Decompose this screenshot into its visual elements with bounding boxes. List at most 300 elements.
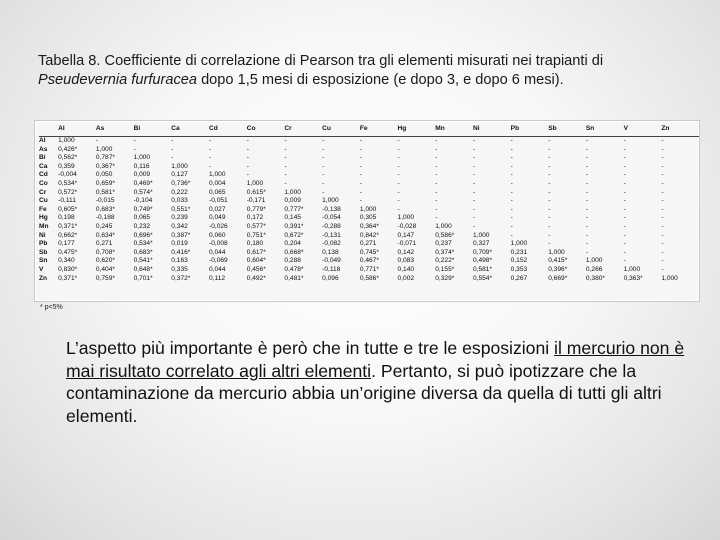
table-cell: - [359, 154, 363, 162]
table-cell: - [397, 197, 400, 205]
header-corner [39, 125, 58, 137]
body-text-part2: . Pertanto, si può ipotizzare che la contaminazione da mercurio abbia un’origine diversa da quella di tutti gli altri elementi. [66, 360, 662, 426]
table-cell: - [435, 205, 438, 213]
table-cell: - [548, 171, 551, 179]
table-cell: 0,340 [58, 257, 75, 265]
table-cell: 0,534* [58, 179, 78, 187]
table-cell: 0,004 [209, 179, 226, 187]
table-cell: - [359, 197, 363, 205]
table-cell: - [284, 162, 287, 170]
row-label: Pb [39, 240, 48, 248]
table-cell: - [472, 154, 476, 162]
table-cell: 0,329* [435, 274, 455, 282]
table-cell: 0,404* [95, 265, 115, 273]
column-header: Sn [585, 125, 595, 132]
table-cell: - [623, 214, 626, 222]
table-cell: - [585, 214, 589, 222]
table-cell: - [510, 197, 513, 205]
body-text-part1: L’aspetto più importante è però che in tutte e tre le esposizioni [66, 338, 555, 358]
table-cell: 0,777* [284, 205, 304, 213]
table-cell: - [435, 197, 438, 205]
table-cell: - [322, 162, 325, 170]
table-cell: 1,000 [133, 154, 151, 162]
row-label: V [39, 265, 44, 273]
table-cell: 0,027 [209, 205, 226, 213]
table-cell: - [548, 188, 551, 196]
table-cell: 0,387* [171, 231, 191, 239]
column-header: Ca [171, 125, 180, 132]
table-cell: 0,659* [95, 179, 115, 187]
table-cell: - [548, 137, 551, 144]
column-header: Pb [510, 125, 520, 132]
table-cell: - [548, 162, 551, 170]
table-cell: 0,044 [209, 248, 226, 256]
table-cell: 0,267 [510, 274, 528, 282]
table-cell: 0,065 [133, 214, 151, 222]
table-cell: - [322, 145, 325, 153]
table-cell: - [246, 162, 249, 170]
table-cell: 0,581* [95, 188, 115, 196]
table-cell: -0,082 [322, 240, 341, 248]
table-cell: 0,617* [246, 248, 266, 256]
table-cell: -0,028 [397, 222, 417, 230]
table-cell: - [209, 162, 212, 170]
table-cell: 0,380* [585, 274, 605, 282]
table-cell: - [623, 205, 626, 213]
table-cell: - [661, 188, 664, 196]
table-cell: - [435, 162, 438, 170]
table-cell: 1,000 [95, 145, 113, 153]
column-header: Mn [435, 125, 445, 132]
table-cell: - [510, 222, 513, 230]
table-row [39, 240, 699, 249]
table-cell: - [661, 171, 664, 179]
correlation-table-image [34, 120, 700, 302]
table-cell: - [585, 171, 589, 179]
table-caption [38, 52, 688, 90]
table-cell: - [623, 222, 626, 230]
table-cell: 0,222 [171, 188, 188, 196]
table-cell: - [133, 137, 136, 144]
table-cell: - [246, 145, 249, 153]
table-cell: 0,371* [58, 274, 78, 282]
table-row [39, 146, 699, 155]
table-cell: - [510, 214, 513, 222]
table-cell: - [623, 171, 626, 179]
table-cell: 0,498* [472, 257, 493, 265]
table-cell: 1,000 [209, 171, 226, 179]
table-cell: - [623, 179, 626, 187]
table-cell: - [284, 145, 287, 153]
table-cell: 0,604* [246, 257, 266, 265]
table-cell: - [661, 240, 664, 248]
table-cell: - [623, 257, 626, 265]
table-cell: -0,118 [322, 265, 341, 273]
table-cell: -0,188 [95, 214, 115, 222]
table-cell: 1,000 [585, 257, 603, 265]
row-label: Ca [39, 162, 48, 170]
table-cell: - [585, 188, 589, 196]
table-cell: 0,708* [95, 248, 115, 256]
table-cell: - [548, 240, 551, 248]
table-cell: 0,736* [171, 179, 191, 187]
table-cell: 0,145 [284, 214, 301, 222]
row-label: Fe [39, 205, 47, 213]
table-cell: - [472, 145, 476, 153]
table-cell: 0,002 [397, 274, 415, 282]
table-cell: 1,000 [435, 222, 452, 230]
table-cell: - [585, 137, 589, 144]
table-cell: -0,138 [322, 205, 341, 213]
table-cell: 0,374* [435, 248, 455, 256]
table-cell: - [548, 197, 551, 205]
table-row [39, 257, 699, 266]
table-cell: -0,288 [322, 222, 341, 230]
table-cell: - [133, 145, 136, 153]
table-cell: 0,416* [171, 248, 191, 256]
table-cell: 0,586* [359, 274, 379, 282]
table-cell: - [661, 257, 664, 265]
table-cell: - [548, 154, 551, 162]
table-cell: 0,586* [435, 231, 455, 239]
table-cell: 0,709* [472, 248, 493, 256]
table-cell: 0,672* [284, 231, 304, 239]
table-cell: - [284, 137, 287, 144]
table-cell: - [359, 179, 363, 187]
table-cell: - [548, 179, 551, 187]
table-cell: 0,335 [171, 265, 188, 273]
table-cell: - [510, 154, 513, 162]
table-row [39, 154, 699, 163]
table-cell: - [359, 162, 363, 170]
table-cell: 0,127 [171, 171, 188, 179]
table-cell: - [472, 222, 476, 230]
table-cell: - [472, 137, 476, 144]
row-label: Co [39, 179, 48, 187]
table-row [39, 232, 699, 241]
table-cell: - [472, 214, 476, 222]
table-cell: - [548, 231, 551, 239]
table-cell: - [435, 179, 438, 187]
table-cell: 0,204 [284, 240, 301, 248]
table-cell: 1,000 [397, 214, 415, 222]
column-header: Zn [661, 125, 670, 132]
table-cell: - [510, 145, 513, 153]
table-cell: - [623, 188, 626, 196]
caption-line1: Tabella 8. Coefficiente di correlazione di Pearson tra gli elementi misurati nei trapianti di [38, 53, 604, 69]
table-cell: - [95, 137, 99, 144]
table-header-row [39, 125, 699, 137]
table-cell: - [435, 171, 438, 179]
table-cell: 0,620* [95, 257, 115, 265]
table-cell: - [661, 179, 664, 187]
table-cell: - [284, 179, 287, 187]
table-cell: 0,541* [133, 257, 153, 265]
table-cell: 0,391* [284, 222, 304, 230]
table-cell: - [623, 248, 626, 256]
table-cell: 0,033 [171, 197, 188, 205]
table-cell: 0,096 [322, 274, 339, 282]
table-cell: -0,054 [322, 214, 341, 222]
table-row [39, 189, 699, 198]
column-header: Fe [359, 125, 368, 132]
table-cell: - [661, 205, 664, 213]
table-cell: - [585, 222, 589, 230]
table-cell: - [322, 171, 325, 179]
table-cell: 0,696* [133, 231, 153, 239]
table-cell: 0,367* [95, 162, 115, 170]
table-cell: -0,111 [58, 197, 76, 205]
table-cell: - [472, 188, 476, 196]
table-cell: - [397, 154, 400, 162]
table-cell: 0,060 [209, 231, 226, 239]
row-label: Zn [39, 274, 48, 282]
column-header: Cd [209, 125, 218, 132]
table-cell: - [322, 179, 325, 187]
table-row [39, 137, 699, 146]
table-cell: - [661, 137, 664, 144]
table-cell: - [359, 171, 363, 179]
table-cell: - [510, 137, 513, 144]
table-cell: 0,426* [58, 145, 78, 153]
table-cell: - [623, 231, 626, 239]
table-cell: 0,551* [171, 205, 191, 213]
table-cell: 0,231 [510, 248, 528, 256]
table-cell: - [510, 188, 513, 196]
table-cell: 0,634* [95, 231, 115, 239]
table-cell: 0,615* [246, 188, 266, 196]
table-cell: 0,364* [359, 222, 379, 230]
table-cell: 0,581* [472, 265, 493, 273]
table-row [39, 223, 699, 232]
table-cell: - [661, 248, 664, 256]
table-cell: 0,787* [95, 154, 115, 162]
table-row [39, 266, 699, 275]
table-cell: - [209, 145, 212, 153]
column-header: V [623, 125, 629, 132]
table-cell: 0,083 [397, 257, 415, 265]
table-cell: 0,662* [58, 231, 78, 239]
table-cell: - [246, 154, 249, 162]
table-cell: 1,000 [510, 240, 528, 248]
table-cell: 0,116 [133, 162, 150, 170]
table-cell: - [661, 162, 664, 170]
table-cell: 0,648* [133, 265, 153, 273]
table-cell: 0,327 [472, 240, 490, 248]
column-header: As [95, 125, 105, 132]
table-cell: - [623, 145, 626, 153]
table-cell: 1,000 [171, 162, 188, 170]
table-cell: 0,009 [133, 171, 151, 179]
table-cell: - [472, 171, 476, 179]
table-cell: 0,363* [623, 274, 643, 282]
table-cell: 0,554* [472, 274, 493, 282]
correlation-table [39, 125, 699, 283]
table-cell: - [510, 162, 513, 170]
table-cell: 0,683* [133, 248, 153, 256]
table-cell: 0,180 [246, 240, 264, 248]
table-cell: - [171, 154, 174, 162]
table-cell: - [397, 188, 400, 196]
table-cell: - [472, 179, 476, 187]
column-header: Ni [472, 125, 480, 132]
table-cell: - [585, 179, 589, 187]
table-cell: 0,163 [171, 257, 188, 265]
table-cell: 0,745* [359, 248, 379, 256]
table-cell: - [397, 162, 400, 170]
table-cell: 0,245 [95, 222, 113, 230]
table-cell: 0,842* [359, 231, 379, 239]
table-cell: 0,572* [58, 188, 78, 196]
table-cell: - [623, 154, 626, 162]
table-row [39, 249, 699, 258]
table-cell: 0,467* [359, 257, 379, 265]
table-cell: - [209, 154, 212, 162]
table-cell: - [661, 197, 664, 205]
table-cell: 1,000 [246, 179, 264, 187]
table-cell: - [435, 154, 438, 162]
table-cell: 1,000 [322, 197, 339, 205]
row-label: Ni [39, 231, 46, 239]
table-cell: 1,000 [58, 137, 75, 144]
row-label: As [39, 145, 48, 153]
body-text-underlined: il mercurio non è mai risultato correlato agli altri elementi [66, 338, 685, 381]
table-cell: 0,396* [548, 265, 568, 273]
table-cell: - [623, 240, 626, 248]
row-label: Sb [39, 248, 48, 256]
column-header: Co [246, 125, 256, 132]
table-cell: - [585, 197, 589, 205]
table-cell: - [472, 162, 476, 170]
table-cell: - [397, 137, 400, 144]
table-cell: - [585, 240, 589, 248]
table-cell: 1,000 [548, 248, 565, 256]
table-cell: -0,051 [209, 197, 228, 205]
table-cell: 0,574* [133, 188, 153, 196]
table-cell: - [623, 137, 626, 144]
table-cell: - [661, 265, 664, 273]
table-cell: 0,271 [95, 240, 113, 248]
table-cell: 0,142 [397, 248, 415, 256]
table-cell: 0,222* [435, 257, 455, 265]
row-label: Sn [39, 257, 48, 265]
table-cell: 0,562* [58, 154, 78, 162]
table-cell: - [359, 137, 363, 144]
table-cell: - [397, 205, 400, 213]
table-cell: - [585, 248, 589, 256]
row-label: Hg [39, 214, 48, 222]
table-cell: - [585, 231, 589, 239]
table-cell: 0,372* [171, 274, 191, 282]
table-cell: 0,239 [171, 214, 188, 222]
row-label: Bi [39, 154, 46, 162]
table-cell: - [585, 145, 589, 153]
table-cell: - [623, 162, 626, 170]
table-cell: 0,342 [171, 222, 188, 230]
table-cell: - [510, 171, 513, 179]
column-header: Cu [322, 125, 331, 132]
table-cell: 0,147 [397, 231, 415, 239]
table-cell: 0,232 [133, 222, 151, 230]
table-cell: 1,000 [661, 274, 678, 282]
table-cell: - [585, 162, 589, 170]
table-cell: - [585, 154, 589, 162]
table-cell: 1,000 [359, 205, 377, 213]
table-cell: 0,534* [133, 240, 153, 248]
table-cell: - [435, 137, 438, 144]
column-header: Hg [397, 125, 407, 132]
table-cell: 0,050 [95, 171, 113, 179]
table-cell: - [322, 188, 325, 196]
table-cell: - [397, 145, 400, 153]
table-cell: 0,140 [397, 265, 415, 273]
table-cell: 0,759* [95, 274, 115, 282]
table-row [39, 275, 699, 284]
table-row [39, 214, 699, 223]
table-cell: - [359, 145, 363, 153]
table-cell: - [661, 231, 664, 239]
table-cell: -0,131 [322, 231, 341, 239]
table-cell: - [661, 222, 664, 230]
table-cell: - [472, 205, 476, 213]
table-cell: - [548, 205, 551, 213]
table-cell: 0,237 [435, 240, 452, 248]
table-cell: 0,044 [209, 265, 226, 273]
column-header: Cr [284, 125, 292, 132]
table-cell: - [435, 145, 438, 153]
table-cell: - [548, 214, 551, 222]
table-cell: 0,492* [246, 274, 266, 282]
table-cell: -0,049 [322, 257, 341, 265]
caption-species: Pseudevernia furfuracea [38, 72, 198, 88]
body-paragraph [66, 337, 688, 427]
table-cell: 0,701* [133, 274, 153, 282]
table-cell: - [435, 214, 438, 222]
table-cell: - [284, 171, 287, 179]
table-cell: 1,000 [472, 231, 490, 239]
table-cell: 1,000 [284, 188, 301, 196]
row-label: Cr [39, 188, 47, 196]
column-header: Bi [133, 125, 141, 132]
table-cell: - [322, 137, 325, 144]
table-cell: 0,288 [284, 257, 301, 265]
table-cell: 0,469* [133, 179, 153, 187]
table-cell: 0,771* [359, 265, 379, 273]
row-label: Al [39, 137, 46, 144]
table-cell: - [359, 188, 363, 196]
table-cell: 0,749* [133, 205, 153, 213]
table-cell: 0,049 [209, 214, 226, 222]
row-label: Cd [39, 171, 48, 179]
table-cell: 0,266 [585, 265, 603, 273]
table-cell: -0,015 [95, 197, 115, 205]
table-cell: 1,000 [623, 265, 641, 273]
table-cell: - [435, 188, 438, 196]
table-cell: 0,305 [359, 214, 377, 222]
table-cell: - [171, 137, 174, 144]
table-cell: 0,009 [284, 197, 301, 205]
table-cell: 0,779* [246, 205, 266, 213]
table-cell: 0,415* [548, 257, 568, 265]
table-cell: - [510, 179, 513, 187]
table-cell: 0,371* [58, 222, 78, 230]
column-header: Sb [548, 125, 557, 132]
table-cell: 0,138 [322, 248, 339, 256]
table-cell: - [510, 231, 513, 239]
row-label: Cu [39, 197, 48, 205]
table-cell: 0,019 [171, 240, 188, 248]
table-row [39, 180, 699, 189]
